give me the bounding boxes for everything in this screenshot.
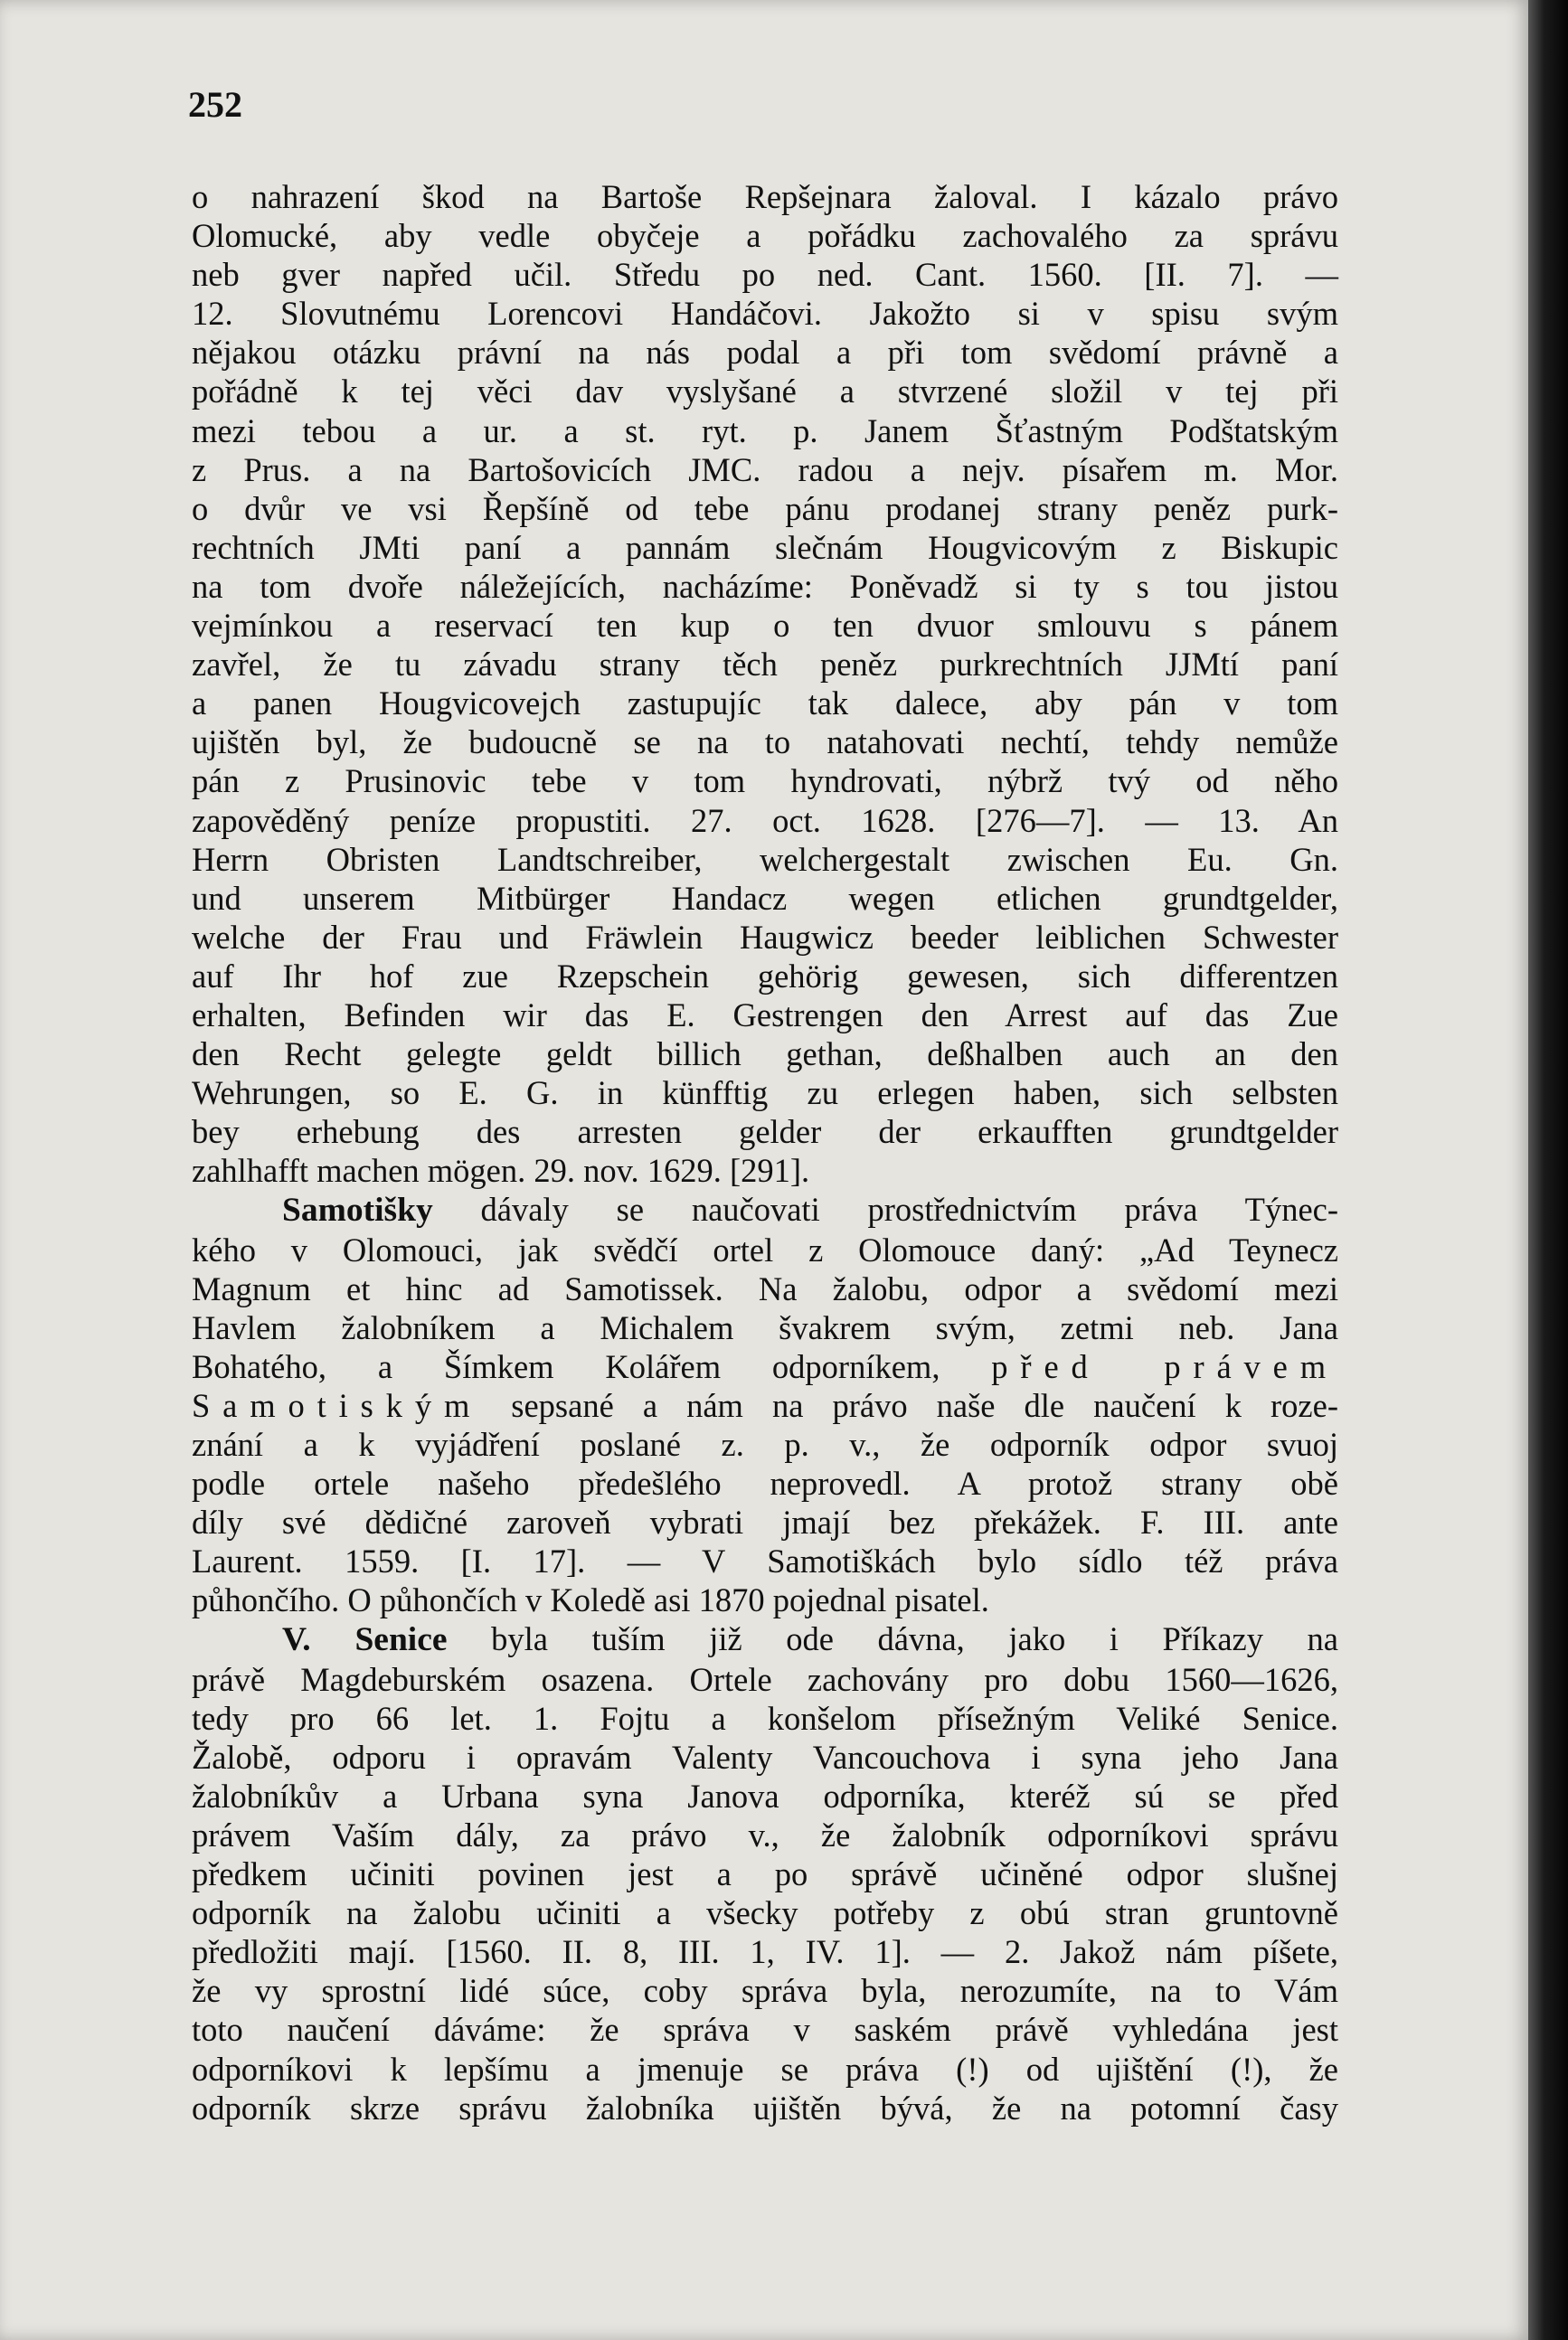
line-text: byla tuším již ode dávna, jako i Příkazy na xyxy=(491,1620,1339,1658)
line-text: toto naučení dáváme: že správa v saském právě vyhledána jest xyxy=(192,2011,1338,2049)
line-text: odporník skrze správu žalobníka ujištěn bývá, že na potomní časy xyxy=(192,2089,1338,2127)
line-text: ujištěn byl, že budoucně se na to natahovati nechtí, tehdy nemůže xyxy=(192,723,1338,761)
line-text: znání a k vyjádření poslané z. p. v., že odporník odpor svuoj xyxy=(192,1426,1338,1463)
text-line xyxy=(192,1542,1338,1580)
text-line xyxy=(192,216,1338,255)
text-line xyxy=(192,879,1338,918)
line-text: zavřel, že tu závadu strany těch peněz purkrechtních JJMtí paní xyxy=(192,646,1338,684)
line-text: žalobníkův a Urbana syna Janova odporníka, kteréž sú se před xyxy=(192,1777,1338,1815)
text-line xyxy=(192,684,1338,722)
line-text: o dvůr ve vsi Řepšíně od tebe pánu prodanej strany peněz purk- xyxy=(192,489,1338,527)
line-text: welche der Frau und Fräwlein Haugwicz beeder leiblichen Schwester xyxy=(192,918,1338,956)
section-heading-line xyxy=(192,1619,1338,1659)
line-text: pořádně k tej věci dav vyslyšané a stvrzené složil v tej při xyxy=(192,373,1338,410)
text-line xyxy=(192,722,1338,761)
text-line xyxy=(192,801,1338,840)
text-line xyxy=(192,2089,1338,2128)
text-line xyxy=(192,1151,1338,1190)
line-text: pán z Prusinovic tebe v tom hyndrovati, nýbrž tvý od něho xyxy=(192,762,1338,800)
text-line xyxy=(192,957,1338,995)
line-text: zapověděný peníze propustiti. 27. oct. 1628. [276—7]. — 13. An xyxy=(192,801,1338,839)
line-text: díly své dědičné zaroveň vybrati jmají bez překážek. F. III. ante xyxy=(192,1504,1338,1542)
text-line xyxy=(192,1893,1338,1932)
text-line xyxy=(192,489,1338,528)
text-line xyxy=(192,294,1338,333)
text-line xyxy=(192,1034,1338,1073)
line-text: den Recht gelegte geldt billich gethan, deßhalben auch an den xyxy=(192,1035,1338,1073)
line-text: und unserem Mitbürger Handacz wegen etlichen grundtgelder, xyxy=(192,879,1338,917)
line-text: erhalten, Befinden wir das E. Gestrengen den Arrest auf das Zue xyxy=(192,995,1338,1033)
line-text: Olomucké, aby vedle obyčeje a pořádku zachovalého za správu xyxy=(192,217,1338,255)
text-line xyxy=(192,1932,1338,1971)
line-text: Bohatého, a Šímkem Kolářem odporníkem, před právem xyxy=(192,1347,1339,1385)
text-line xyxy=(192,372,1338,410)
line-text: auf Ihr hof zue Rzepschein gehörig gewesen, sich differentzen xyxy=(192,957,1338,995)
text-line xyxy=(192,177,1338,216)
line-text: že vy sprostní lidé súce, coby správa byla, nerozumíte, na to Vám xyxy=(192,1972,1338,2010)
scan-edge xyxy=(1528,0,1568,2340)
text-line xyxy=(192,761,1338,800)
section-heading-line xyxy=(192,1190,1338,1230)
text-line xyxy=(192,1580,1338,1619)
text-line xyxy=(192,840,1338,879)
text-line xyxy=(192,1854,1338,1893)
line-text: půhončího. O půhončích v Koledě asi 1870 pojednal pisatel. xyxy=(192,1581,989,1619)
line-text: právě Magdeburském osazena. Ortele zachovány pro dobu 1560—1626, xyxy=(192,1660,1338,1698)
text-line xyxy=(192,1073,1338,1112)
spaced-emphasis: před právem xyxy=(991,1347,1339,1385)
line-text: Wehrungen, so E. G. in künfftig zu erlegen haben, sich selbsten xyxy=(192,1074,1338,1112)
line-text: Samotiským sepsané a nám na právo naše dle naučení k roze- xyxy=(192,1386,1338,1424)
text-line xyxy=(192,995,1338,1034)
line-text: odporníkovi k lepšímu a jmenuje se práva (!) od ujištění (!), že xyxy=(192,2050,1338,2088)
section-heading: Samotišky xyxy=(282,1192,433,1230)
text-line xyxy=(192,645,1338,684)
text-line xyxy=(192,1269,1338,1308)
text-line xyxy=(192,1699,1338,1738)
text-line xyxy=(192,255,1338,294)
text-line xyxy=(192,1660,1338,1699)
text-line xyxy=(192,1503,1338,1542)
line-text: tedy pro 66 let. 1. Fojtu a konšelom přísežným Veliké Senice. xyxy=(192,1699,1338,1737)
line-text: Laurent. 1559. [I. 17]. — V Samotiškách bylo sídlo též práva xyxy=(192,1543,1338,1580)
line-text: právem Vaším dály, za právo v., že žalobník odporníkovi správu xyxy=(192,1816,1338,1854)
line-text: na tom dvoře náležejících, nacházíme: Poněvadž si ty s tou jistou xyxy=(192,567,1338,605)
text-line xyxy=(192,2050,1338,2089)
text-line xyxy=(192,333,1338,372)
line-text: předložiti mají. [1560. II. 8, III. 1, IV. 1]. — 2. Jakož nám píšete, xyxy=(192,1933,1338,1971)
line-text: Magnum et hinc ad Samotissek. Na žalobu, odpor a svědomí mezi xyxy=(192,1269,1338,1307)
text-line xyxy=(192,1464,1338,1503)
line-text: Havlem žalobníkem a Michalem švakrem svým, zetmi neb. Jana xyxy=(192,1308,1338,1346)
line-text: rechtních JMti paní a pannám slečnám Hougvicovým z Biskupic xyxy=(192,528,1338,566)
text-line xyxy=(192,1777,1338,1816)
line-text: a panen Hougvicovejch zastupujíc tak dalece, aby pán v tom xyxy=(192,684,1338,722)
line-text: z Prus. a na Bartošovicích JMC. radou a nejv. písařem m. Mor. xyxy=(192,450,1338,488)
line-text: odporník na žalobu učiniti a všecky potřeby z obú stran gruntovně xyxy=(192,1894,1338,1932)
section-heading: V. Senice xyxy=(282,1621,448,1659)
text-line xyxy=(192,606,1338,645)
text-line xyxy=(192,1971,1338,2010)
line-text: dávaly se naučovati prostřednictvím práva Týnec- xyxy=(480,1191,1338,1229)
line-text: nějakou otázku právní na nás podal a při tom svědomí právně a xyxy=(192,334,1338,372)
text-line xyxy=(192,1308,1338,1347)
text-line xyxy=(192,918,1338,957)
spaced-emphasis: Samotiským xyxy=(192,1386,483,1424)
line-text: zahlhafft machen mögen. 29. nov. 1629. [291]. xyxy=(192,1152,810,1190)
line-text: podle ortele našeho předešlého neprovedl. A protož strany obě xyxy=(192,1465,1338,1503)
text-line xyxy=(192,1112,1338,1151)
line-text: kého v Olomouci, jak svědčí ortel z Olomouce daný: „Ad Teynecz xyxy=(192,1231,1338,1269)
text-line xyxy=(192,567,1338,606)
page-number: 252 xyxy=(188,84,242,125)
line-text: Herrn Obristen Landtschreiber, welchergestalt zwischen Eu. Gn. xyxy=(192,840,1338,878)
line-text: předkem učiniti povinen jest a po správě učiněné odpor slušnej xyxy=(192,1855,1338,1893)
line-text: mezi tebou a ur. a st. ryt. p. Janem Šťastným Podštatským xyxy=(192,411,1338,449)
text-line xyxy=(192,1231,1338,1269)
text-line xyxy=(192,1386,1338,1425)
text-line xyxy=(192,450,1338,489)
text-line xyxy=(192,1816,1338,1854)
body-text xyxy=(192,177,1338,2128)
text-line xyxy=(192,528,1338,567)
line-text: bey erhebung des arresten gelder der erkaufften grundtgelder xyxy=(192,1113,1338,1151)
line-text: neb gver napřed učil. Středu po ned. Cant. 1560. [II. 7]. — xyxy=(192,256,1338,294)
text-line xyxy=(192,1347,1338,1386)
text-line xyxy=(192,1738,1338,1777)
line-text: vejmínkou a reservací ten kup o ten dvuor smlouvu s pánem xyxy=(192,607,1338,645)
line-text: Žalobě, odporu i opravám Valenty Vancouchova i syna jeho Jana xyxy=(192,1738,1338,1776)
text-line xyxy=(192,411,1338,450)
line-text: 12. Slovutnému Lorencovi Handáčovi. Jakožto si v spisu svým xyxy=(192,295,1338,333)
text-line xyxy=(192,1425,1338,1464)
text-line xyxy=(192,2010,1338,2049)
line-text: o nahrazení škod na Bartoše Repšejnara žaloval. I kázalo právo xyxy=(192,178,1338,215)
